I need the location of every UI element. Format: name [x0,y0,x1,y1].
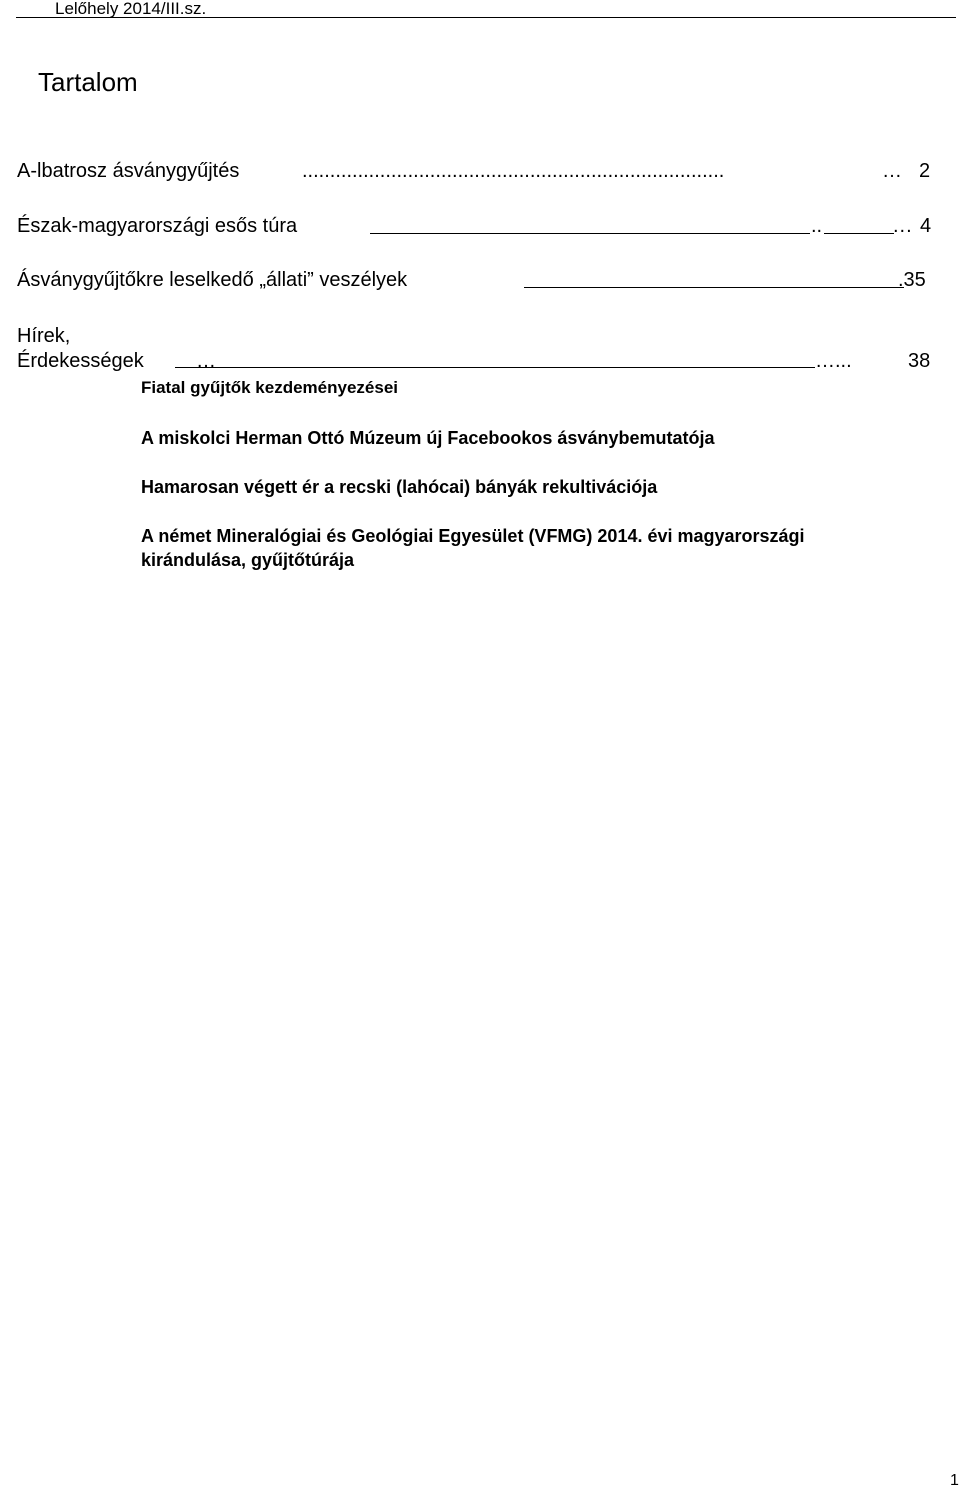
toc-entry-title: A-lbatrosz ásványgyűjtés [17,160,240,182]
toc-page-number: .35 [898,269,926,291]
subitem-vfmg-line1: A német Mineralógiai és Geológiai Egyesület (VFMG) 2014. évi magyarországi [141,526,805,546]
toc-entry-title-line1: Hírek, [17,325,71,347]
toc-leader-line [824,233,894,234]
toc-leader-dots: .. [811,215,823,237]
page-title: Tartalom [38,67,138,97]
toc-leader-dots: … [196,350,216,372]
toc-leader-dots: ............................................................................ [302,160,725,182]
toc-leader-dots-end: …... [815,350,852,372]
toc-entry-title: Észak-magyarországi esős túra [17,215,298,237]
subitem-fiatal-gyujtok: Fiatal gyűjtők kezdeményezései [141,378,398,397]
toc-leader-line [370,233,810,234]
toc-entry-title-line2: Érdekességek [17,350,144,372]
toc-page-number: 4 [920,215,932,237]
page-number: 1 [950,1472,959,1489]
toc-leader-line [175,367,815,368]
toc-page-dots: ... [893,215,913,237]
running-header-text: Lelőhely 2014/III.sz. [55,0,207,18]
toc-page-number: 38 [908,350,931,372]
toc-leader-line [524,287,904,288]
subitem-recski-bányák: Hamarosan végett ér a recski (lahócai) bányák rekultivációja [141,477,658,497]
toc-entry-title: Ásványgyűjtőkre leselkedő „állati” veszélyek [17,269,408,291]
toc-separator: … [882,160,902,182]
running-header [16,0,956,18]
toc-page-number: 2 [919,160,931,182]
subitem-vfmg-line2: kirándulása, gyűjtőtúrája [141,550,355,570]
subitem-miskolci-muzeum: A miskolci Herman Ottó Múzeum új Facebookos ásványbemutatója [141,428,715,448]
